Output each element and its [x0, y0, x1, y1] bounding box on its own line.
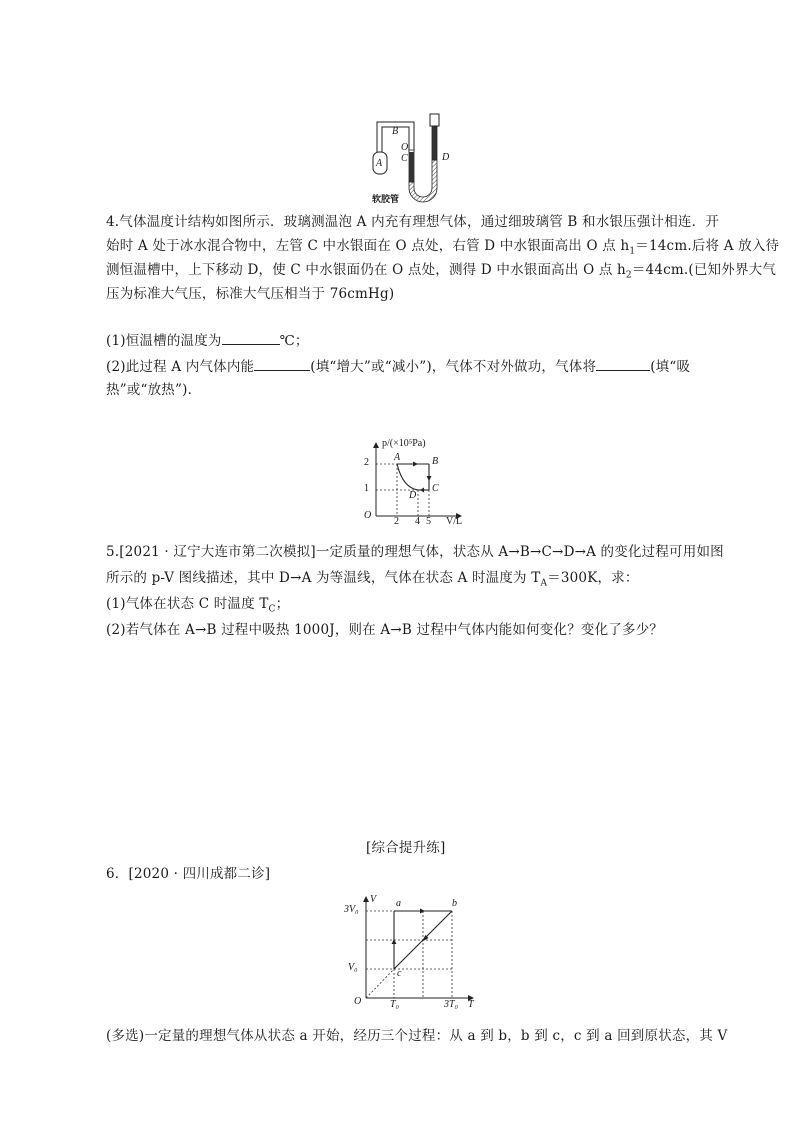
pv-ytick-2: 2: [364, 457, 369, 468]
q4-part2-line2: 热”或“放热”)．: [106, 382, 202, 398]
pv-point-B: B: [432, 456, 439, 467]
pv-origin: O: [364, 510, 372, 521]
answer-blank-1[interactable]: [222, 330, 280, 345]
q4-part1: (1)恒温槽的温度为 ℃；: [106, 330, 309, 351]
label-B: B: [392, 126, 399, 137]
vt-ylabel: V: [370, 894, 377, 905]
label-O: O: [401, 142, 409, 153]
answer-blank-2[interactable]: [254, 356, 310, 371]
vt-ytick-v0: V₀: [348, 962, 358, 973]
q5-line1: 5.[2021 · 辽宁大连市第二次模拟]一定质量的理想气体，状态从 A→B→C→D→A 的变化过程可用如图: [106, 544, 724, 560]
pv-graph-figure: [356, 440, 468, 528]
vt-origin: O: [354, 996, 362, 1007]
section-title: [综合提升练]: [366, 840, 446, 856]
answer-blank-3[interactable]: [596, 356, 650, 371]
q4-line4: 压为标准大气压，标准大气压相当于 76cmHg): [106, 286, 395, 302]
pv-point-C: C: [432, 483, 439, 494]
pv-xtick-2: 2: [394, 516, 399, 527]
q4-line2: 始时 A 处于冰水混合物中，左管 C 中水银面在 O 点处，右管 D 中水银面高出 O 点 $h_1=14cm$.后将 A 放入待: [106, 238, 780, 257]
vt-xtick-3t0: 3T₀: [444, 999, 459, 1010]
vt-xtick-t0: T₀: [390, 999, 400, 1010]
q5-part2: (2)若气体在 A→B 过程中吸热 1000J，则在 A→B 过程中气体内能如何变化？变化了多少？: [106, 622, 664, 638]
pv-xtick-5: 5: [426, 516, 431, 527]
label-C: C: [401, 153, 408, 164]
vt-graph-figure: [340, 892, 480, 1014]
thermometer-figure: [360, 112, 470, 204]
q6-header: 6．[2020 · 四川成都二诊]: [106, 866, 271, 882]
q5-line2: 所示的 p-V 图线描述，其中 D→A 为等温线，气体在状态 A 时温度为 $T_A=300K$，求：: [106, 570, 639, 589]
pv-point-A: A: [394, 452, 401, 463]
q4-line3: 测恒温槽中，上下移动 D，使 C 中水银面仍在 O 点处，测得 D 中水银面高出 O 点 $h_2=44cm$.(已知外界大气: [106, 262, 777, 281]
label-D: D: [442, 152, 450, 163]
q4-line1: 4.气体温度计结构如图所示．玻璃测温泡 A 内充有理想气体，通过细玻璃管 B 和水银压强计相连．开: [106, 214, 720, 230]
rubber-tube-caption: 软胶管: [372, 195, 400, 205]
vt-point-a: a: [396, 898, 401, 909]
pv-xlabel: V/L: [446, 516, 463, 527]
vt-point-c: c: [397, 968, 402, 979]
pv-ylabel: p/(×10⁵Pa): [382, 438, 426, 449]
pv-ytick-1: 1: [364, 483, 369, 494]
label-A: A: [376, 158, 383, 169]
pv-graph: [356, 440, 468, 528]
q4-part2: (2)此过程 A 内气体内能 (填“增大”或“减小”)，气体不对外做功，气体将 (填“吸: [106, 356, 690, 377]
pv-xtick-4: 4: [415, 516, 420, 527]
q6-line1: (多选)一定量的理想气体从状态 a 开始，经历三个过程：从 a 到 b，b 到 c，c 到 a 回到原状态，其 V: [106, 1028, 728, 1044]
vt-point-b: b: [452, 898, 457, 909]
q5-part1: (1)气体在状态 C 时温度 $T_C$；: [106, 596, 290, 615]
vt-ytick-3v0: 3V₀: [344, 904, 359, 915]
pv-point-D: D: [409, 490, 417, 501]
vt-xlabel: T: [468, 999, 474, 1010]
